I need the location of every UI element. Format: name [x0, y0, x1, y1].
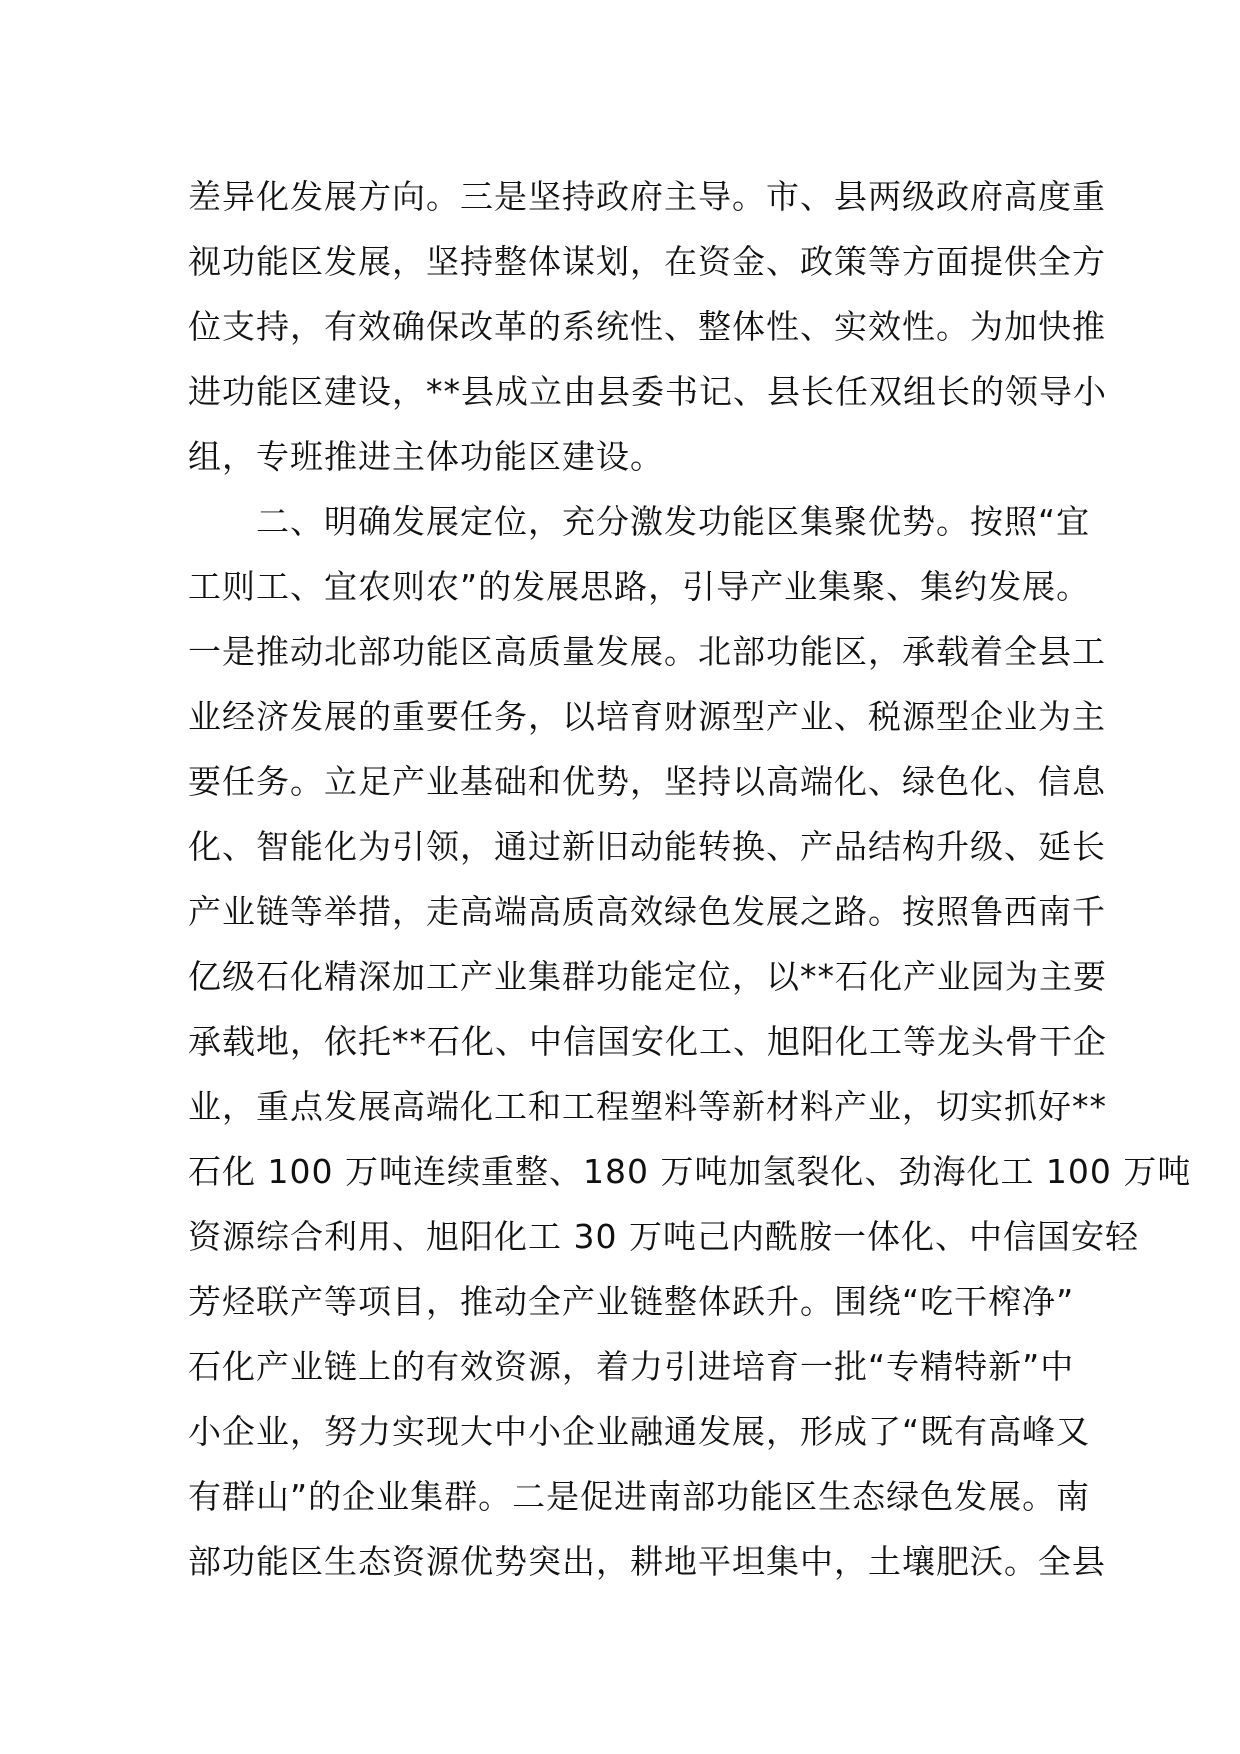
text-line: 二、明确发展定位，充分激发功能区集聚优势。按照“宜 — [188, 502, 1091, 541]
text-line: 小企业，努力实现大中小企业融通发展，形成了“既有高峰又 — [188, 1412, 1091, 1451]
text-line: 业经济发展的重要任务，以培育财源型产业、税源型企业为主 — [188, 697, 1106, 736]
text-line: 石化产业链上的有效资源，着力引进培育一批“专精特新”中 — [188, 1347, 1075, 1386]
text-line: 芳烃联产等项目，推动全产业链整体跃升。围绕“吃干榨净” — [188, 1282, 1075, 1321]
text-line: 要任务。立足产业基础和优势，坚持以高端化、绿色化、信息 — [188, 762, 1106, 801]
text-line: 承载地，依托**石化、中信国安化工、旭阳化工等龙头骨干企 — [188, 1022, 1107, 1061]
body-text — [188, 164, 1192, 1594]
text-line: 进功能区建设，**县成立由县委书记、县长任双组长的领导小 — [188, 372, 1107, 411]
text-line: 一是推动北部功能区高质量发展。北部功能区，承载着全县工 — [188, 632, 1106, 671]
text-line: 位支持，有效确保改革的系统性、整体性、实效性。为加快推 — [188, 307, 1106, 346]
text-line: 化、智能化为引领，通过新旧动能转换、产品结构升级、延长 — [188, 827, 1106, 866]
text-line: 业，重点发展高端化工和工程塑料等新材料产业，切实抓好** — [188, 1087, 1107, 1126]
text-line: 组，专班推进主体功能区建设。 — [188, 437, 664, 476]
text-line: 亿级石化精深加工产业集群功能定位，以**石化产业园为主要 — [188, 957, 1107, 996]
text-line: 产业链等举措，走高端高质高效绿色发展之路。按照鲁西南千 — [188, 892, 1106, 931]
text-line: 视功能区发展，坚持整体谋划，在资金、政策等方面提供全方 — [188, 242, 1106, 281]
text-line: 石化 100 万吨连续重整、180 万吨加氢裂化、劲海化工 100 万吨 — [188, 1152, 1192, 1191]
text-line: 有群山”的企业集群。二是促进南部功能区生态绿色发展。南 — [188, 1477, 1091, 1516]
text-line: 部功能区生态资源优势突出，耕地平坦集中，土壤肥沃。全县 — [188, 1542, 1106, 1581]
text-line: 资源综合利用、旭阳化工 30 万吨己内酰胺一体化、中信国安轻 — [188, 1217, 1139, 1256]
text-line: 工则工、宜农则农”的发展思路，引导产业集聚、集约发展。 — [188, 567, 1091, 606]
text-line: 差异化发展方向。三是坚持政府主导。市、县两级政府高度重 — [188, 177, 1106, 216]
